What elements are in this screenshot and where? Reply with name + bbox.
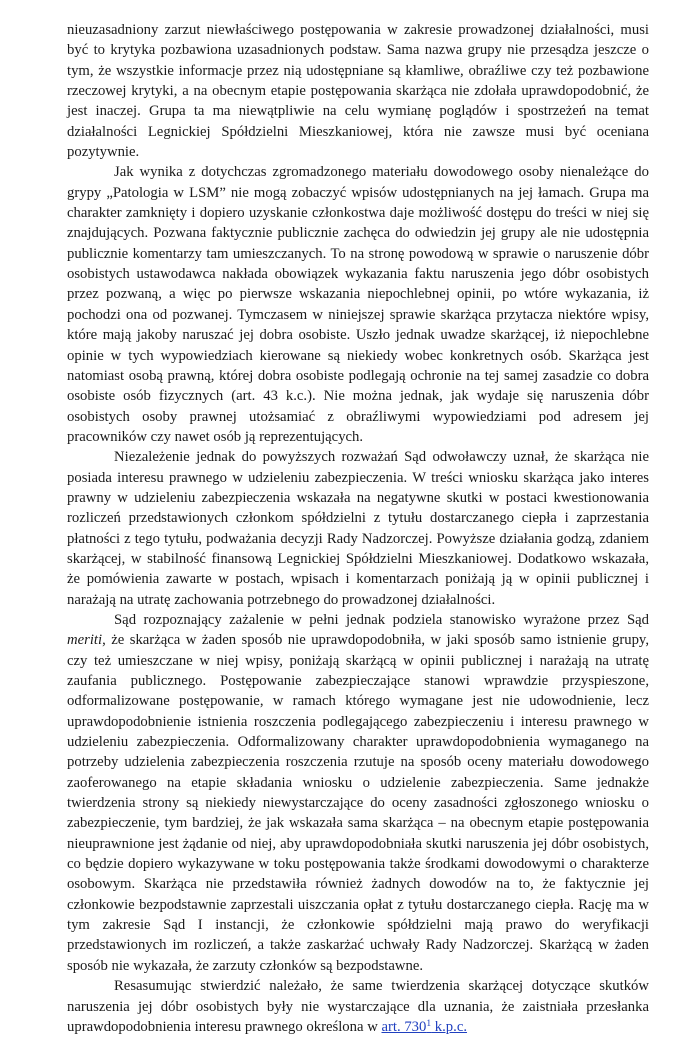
paragraph-appeal-court bbox=[67, 610, 649, 976]
legal-reference-superscript: 1 bbox=[426, 1018, 432, 1029]
paragraph-conclusion-text: Resasumując stwierdzić należało, że same twierdzenia skarżącej dotyczące skutków naruszenia jej dóbr osobistych były nie wystarczające dla uznania, że zaistniała przesłanka uprawdopodobnienia interesu prawnego określona w bbox=[67, 978, 649, 1035]
paragraph-appeal-text-before: Sąd rozpoznający zażalenie w pełni jednak podziela stanowisko wyrażone przez Sąd bbox=[114, 611, 649, 628]
legal-reference-article: art. 730 bbox=[381, 1018, 427, 1035]
legal-reference-code: k.p.c. bbox=[431, 1018, 468, 1035]
legal-reference-link[interactable] bbox=[381, 1019, 467, 1035]
paragraph-evidence: Jak wynika z dotychczas zgromadzonego materiału dowodowego osoby nienależące do grypy „Patologia w LSM” nie mogą zobaczyć wpisów udostępnianych na jej łamach. Grupa ma charakter zamknięty i dopiero uzyskanie członkostwa daje możliwość dostępu do treści w niej się znajdujących. Pozwana faktycznie publicznie zachęca do odwiedzin jej grupy ale nie udostępnia publicznie komentarzy tam umieszczanych. To na stronę powodową w sprawie o naruszenie dóbr osobistych ustawodawca nakłada obowiązek wykazania faktu naruszenia jego dóbr osobistych przez pozwaną, a więc po pierwsze wskazania niepochlebnej opinii, po wtóre wykazania, iż pochodzi ona od pozwanej. Tymczasem w niniejszej sprawie skarżąca przytacza niektóre wpisy, które mają jakoby naruszać jej dobra osobiste. Uszło jednak uwadze skarżącej, iż niepochlebne opinie w tych wypowiedziach kierowane są niekiedy wobec konkretnych osób. Skarżąca jest natomiast osobą prawną, której dobra osobiste podlegają ochronie na tej samej zasadzie co dobra osobiste osób fizycznych (art. 43 k.c.). Nie można jednak, jak wydaje się naruszenia dóbr osobistych osoby prawnej utożsamiać z obraźliwymi wypowiedziami pod adresem jej pracowników czy nawet osób ją reprezentujących. bbox=[67, 164, 649, 445]
italic-term-meriti: meriti bbox=[67, 632, 103, 649]
paragraph-conclusion bbox=[67, 976, 649, 1037]
paragraph-appeal-text-after: , że skarżąca w żaden sposób nie uprawdopodobniła, w jaki sposób samo istnienie grupy, czy też umieszczane w niej wpisy, poniżają skarżącą w opinii publicznej i narażają na utratę zaufania publicznego. Postępowanie zabezpieczające stanowi wprawdzie przyspieszone, odformalizowane postępowanie, w ramach którego wymagane jest nie udowodnienie, lecz uprawdopodobnienie istnienia roszczenia podlegającego zabezpieczeniu i interesu prawnego w udzieleniu zabezpieczenia. Odformalizowany charakter uprawdopodobnienia wymaganego na potrzeby udzielenia zabezpieczenia roszczenia rzutuje na sposób oceny materiału dowodowego zaoferowanego na etapie składania wniosku o udzielenie zabezpieczenia. Same jednakże twierdzenia strony są niekiedy niewystarczające do oceny zasadności zgłoszonego wniosku o zabezpieczenie, tym bardziej, że jak wskazała sama skarżąca – na obecnym etapie postępowania nieuprawnione jest żądanie od niej, aby uprawdopodobniała skutki naruszenia jej dóbr osobistych, co będzie dopiero wykazywane w toku postępowania także środkami dowodowymi o charakterze osobowym. Skarżąca nie przedstawiła również żadnych dowodów na to, że faktycznie jej członkowie bezpodstawnie zaprzestali uiszczania opłat z tytułu dostarczanego ciepła. Rację ma w tym zakresie Sąd I instancji, że członkowie spółdzielni mają prawo do weryfikacji przedstawionych im rozliczeń, a także zaskarżać uchwały Rady Nadzorczej. Skarżącą w żaden sposób nie wykazała, że zarzuty członków są bezpodstawne. bbox=[67, 632, 649, 974]
paragraph-legal-interest: Niezależenie jednak do powyższych rozważań Sąd odwoławczy uznał, że skarżąca nie posiada interesu prawnego w udzieleniu zabezpieczenia. W treści wniosku skarżąca jako interes prawny w udzieleniu zabezpieczenia wskazała na negatywne skutki w postaci kwestionowania rozliczeń przedstawionych członkom spółdzielni z tytułu dostarczanego ciepła i zaprzestania płatności z tego tytułu, podważania decyzji Rady Nadzorczej. Powyższe działania godzą, zdaniem skarżącej, w stabilność finansową Legnickiej Spółdzielni Mieszkaniowej. Dodatkowo wskazała, że pomówienia zawarte w postach, wpisach i komentarzach poniżają ją w opinii publicznej i narażają na utratę zachowania potrzebnego do prowadzonej działalności. bbox=[67, 449, 649, 608]
document-body bbox=[67, 20, 649, 1037]
paragraph-continuation: nieuzasadniony zarzut niewłaściwego postępowania w zakresie prowadzonej działalności, musi być to krytyka pozbawiona uzasadnionych podstaw. Sama nazwa grupy nie przesądza jeszcze o tym, że wszystkie informacje przez nią udostępniane są kłamliwe, obraźliwe czy też pozbawione rzeczowej krytyki, a na obecnym etapie postępowania skarżąca nie zdołała uprawdopodobnić, że jest inaczej. Grupa ta ma niewątpliwie na celu wymianę poglądów i spostrzeżeń na temat działalności Legnickiej Spółdzielni Mieszkaniowej, która nie zawsze musi być oceniana pozytywnie. bbox=[67, 22, 649, 161]
